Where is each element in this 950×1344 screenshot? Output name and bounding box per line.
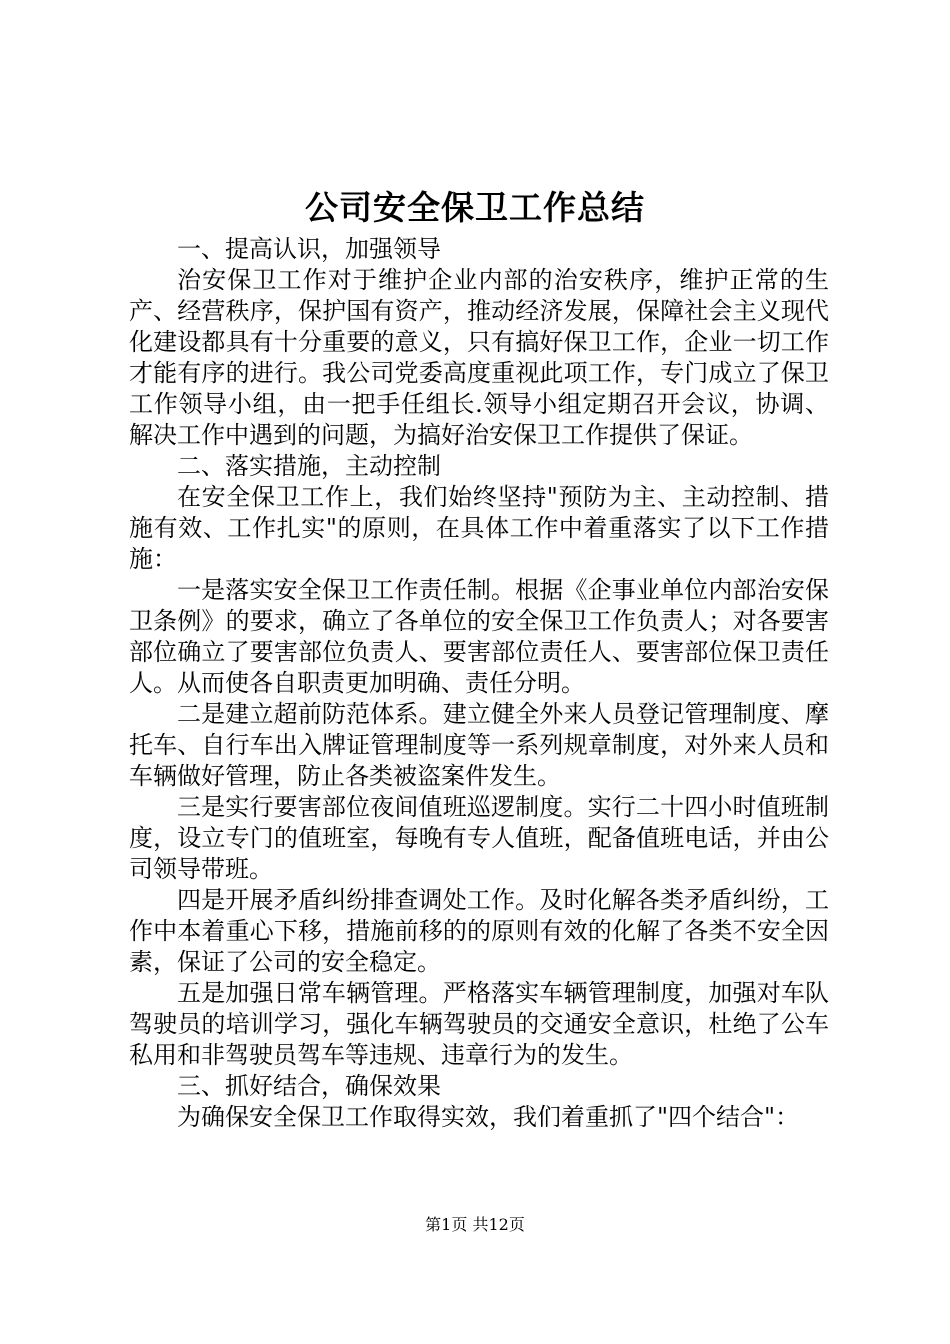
page-footer [0,1214,950,1236]
body-paragraph: 四是开展矛盾纠纷排查调处工作。及时化解各类矛盾纠纷，工作中本着重心下移，措施前移的的原则有效的化解了各类不安全因素，保证了公司的安全稳定。 [129,886,829,976]
body-paragraph: 五是加强日常车辆管理。严格落实车辆管理制度，加强对车队驾驶员的培训学习，强化车辆驾驶员的交通安全意识，杜绝了公车私用和非驾驶员驾车等违规、违章行为的发生。 [129,979,829,1069]
body-paragraph: 在安全保卫工作上，我们始终坚持"预防为主、主动控制、措施有效、工作扎实"的原则，在具体工作中着重落实了以下工作措施： [129,483,829,573]
body-paragraph: 三是实行要害部位夜间值班巡逻制度。实行二十四小时值班制度，设立专门的值班室，每晚有专人值班，配备值班电话，并由公司领导带班。 [129,793,829,883]
section-heading: 二、落实措施，主动控制 [177,452,441,480]
body-paragraph: 一是落实安全保卫工作责任制。根据《企事业单位内部治安保卫条例》的要求，确立了各单位的安全保卫工作负责人；对各要害部位确立了要害部位负责人、要害部位责任人、要害部位保卫责任人。从而使各自职责更加明确、责任分明。 [129,576,829,697]
page-number: 第1页 [425,1215,468,1234]
document-body [129,234,829,1133]
section-heading: 一、提高认识，加强领导 [177,235,441,263]
body-paragraph: 二是建立超前防范体系。建立健全外来人员登记管理制度、摩托车、自行车出入牌证管理制度等一系列规章制度，对外来人员和车辆做好管理，防止各类被盗案件发生。 [129,700,829,790]
document-title: 公司安全保卫工作总结 [305,188,645,227]
section-heading: 三、抓好结合，确保效果 [177,1072,441,1100]
body-paragraph: 治安保卫工作对于维护企业内部的治安秩序，维护正常的生产、经营秩序，保护国有资产，推动经济发展，保障社会主义现代化建设都具有十分重要的意义，只有搞好保卫工作，企业一切工作才能有序的进行。我公司党委高度重视此项工作，专门成立了保卫工作领导小组，由一把手任组长.领导小组定期召开会议，协调、解决工作中遇到的问题，为搞好治安保卫工作提供了保证。 [129,266,829,449]
page-total: 共12页 [472,1215,525,1234]
body-paragraph: 为确保安全保卫工作取得实效，我们着重抓了"四个结合"： [177,1103,800,1131]
